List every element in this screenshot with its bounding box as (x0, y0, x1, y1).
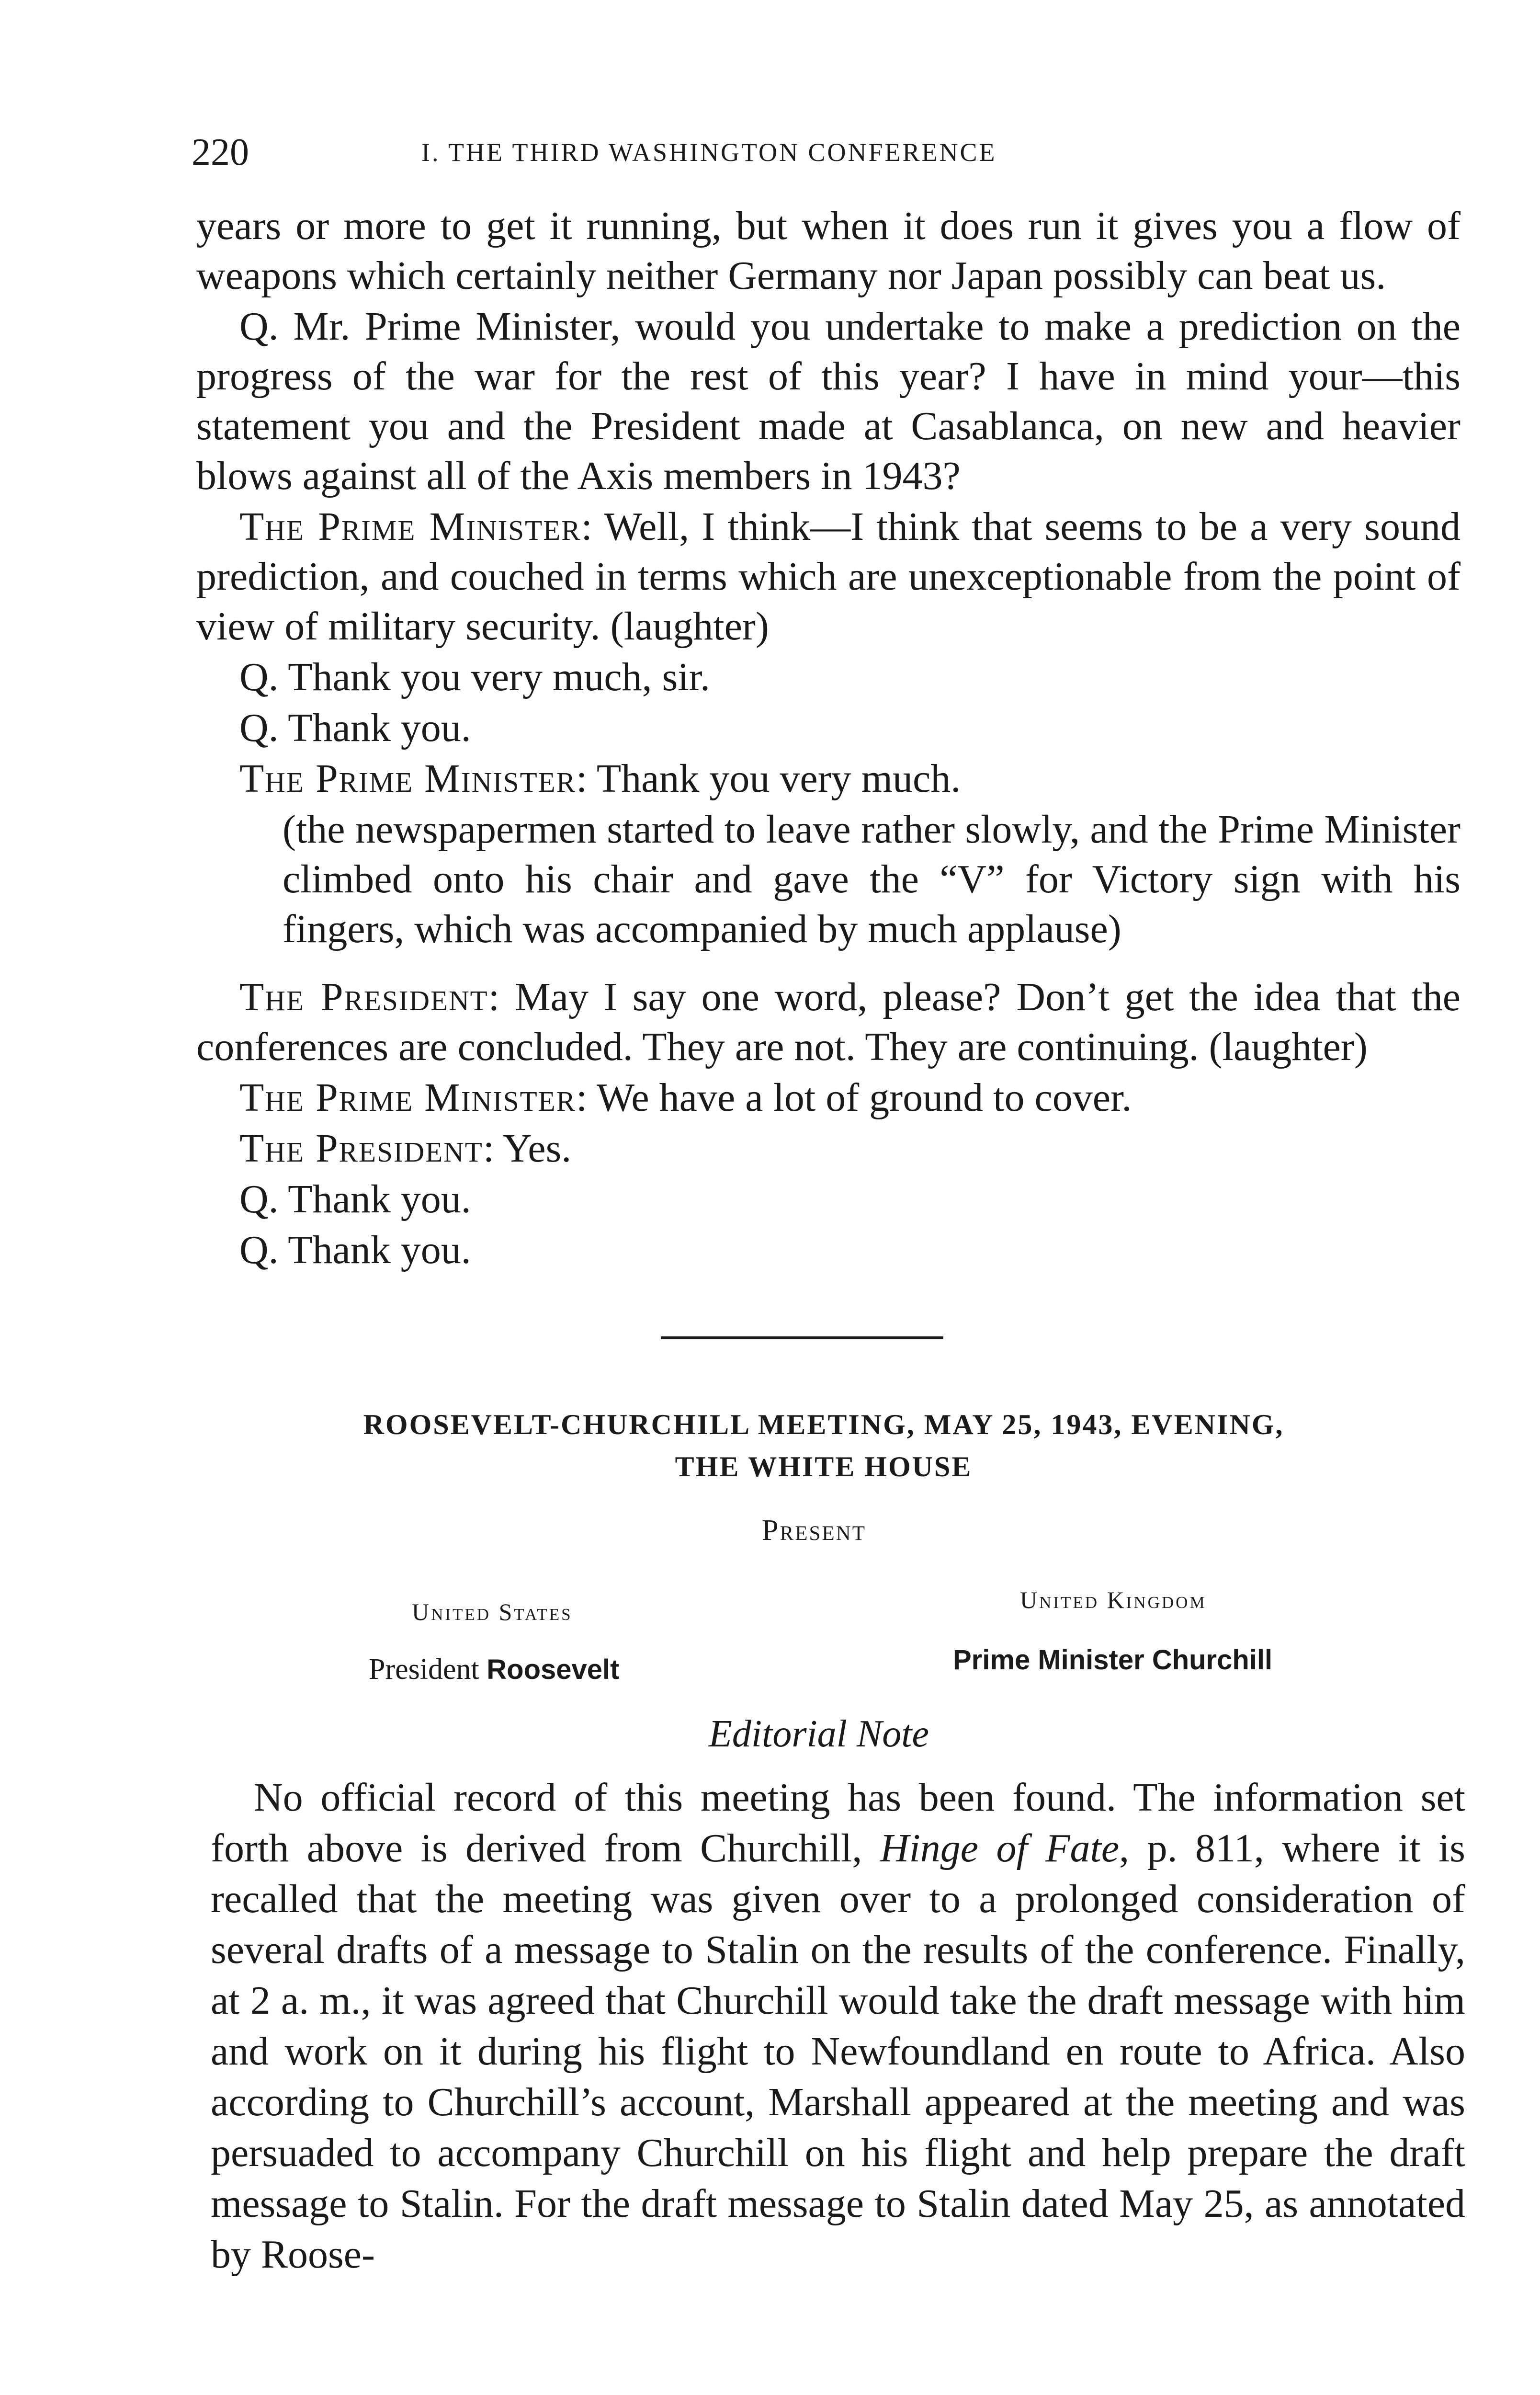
section-divider (661, 1336, 943, 1339)
paragraph-continuation: years or more to get it running, but when it does run it gives you a flow of weapons which certainly neither Germany nor Japan possibly can beat us. (196, 204, 1461, 298)
speaker-label: The Prime Minister (239, 756, 577, 801)
present-heading: Present (762, 1514, 866, 1547)
prime-minister-remark (196, 1073, 1461, 1123)
speaker-label: The Prime Minister (239, 504, 581, 549)
question-thanks: Q. Thank you very much, sir. (239, 655, 710, 699)
united-kingdom-heading: United Kingdom (1020, 1586, 1207, 1613)
stage-direction: (the newspapermen started to leave rather slowly, and the Prime Minister climbed onto his chair and gave the “V” for Victory sign with his fingers, which was accompanied by much applause) (283, 807, 1461, 951)
us-participant (369, 1648, 619, 1691)
united-states-heading: United States (412, 1598, 573, 1625)
participant-name: Roosevelt (487, 1654, 620, 1685)
prime-minister-thanks (196, 754, 1461, 804)
transcript-body (196, 201, 1461, 1276)
meeting-heading-line: ROOSEVELT-CHURCHILL MEETING, MAY 25, 1943, EVENING, (363, 1409, 1284, 1440)
speech-text: : Thank you very much. (576, 756, 961, 801)
president-yes (196, 1124, 1461, 1174)
meeting-heading (287, 1403, 1360, 1488)
speech-text: : Well, I think—I think that seems to be a very sound prediction, and couched in terms which are unexceptionable from the point of view of military security. (laughter) (196, 504, 1461, 649)
meeting-heading-line: THE WHITE HOUSE (675, 1451, 973, 1483)
question-thanks: Q. Thank you. (239, 1228, 471, 1272)
participant-name: Churchill (1152, 1644, 1273, 1676)
question-prediction: Q. Mr. Prime Minister, would you undertake to make a prediction on the progress of the war for the rest of this year? I have in mind your—this statement you and the President made at Casablanca, on new and heavier blows against all of the Axis members in 1943? (196, 304, 1461, 498)
uk-participant (953, 1638, 1272, 1682)
participant-title: Prime Minister (953, 1644, 1152, 1676)
president-remark (196, 972, 1461, 1072)
page-number: 220 (192, 131, 249, 173)
speaker-label: The President (239, 1126, 483, 1171)
editorial-note (211, 1772, 1465, 2281)
speaker-label: The President (239, 975, 488, 1019)
note-text: No official record of this meeting has been found. The information set forth above is derived from Churchill, (211, 1775, 1465, 1870)
running-head: I. THE THIRD WASHINGTON CONFERENCE (421, 138, 997, 167)
editorial-note-text (211, 1772, 1465, 2280)
question-thanks: Q. Thank you. (239, 706, 471, 750)
participant-title: President (369, 1653, 487, 1686)
question-thanks: Q. Thank you. (239, 1177, 471, 1221)
book-title: Hinge of Fate (880, 1826, 1120, 1870)
prime-minister-reply (196, 502, 1461, 651)
spacer (196, 955, 1461, 972)
page-header (192, 128, 1216, 181)
editorial-note-title: Editorial Note (709, 1713, 929, 1755)
speech-text: : Yes. (483, 1126, 572, 1171)
note-text: , p. 811, where it is recalled that the meeting was given over to a prolonged consideration of several drafts of a message to Stalin on the results of the conference. Finally, at 2 a. m., it was agreed that Churchill would take the draft message with him and work on it during his flight to Newfoundland en route to Africa. Also according to Churchill’s account, Marshall appeared at the meeting and was persuaded to accompany Churchill on his flight and help prepare the draft message to Stalin. For the draft message to Stalin dated May 25, as annotated by Roose- (211, 1826, 1465, 2277)
speech-text: : We have a lot of ground to cover. (576, 1075, 1132, 1120)
speaker-label: The Prime Minister (239, 1075, 577, 1120)
speech-text: : May I say one word, please? Don’t get the idea that the conferences are concluded. They are not. They are continuing. (laughter) (196, 975, 1461, 1069)
